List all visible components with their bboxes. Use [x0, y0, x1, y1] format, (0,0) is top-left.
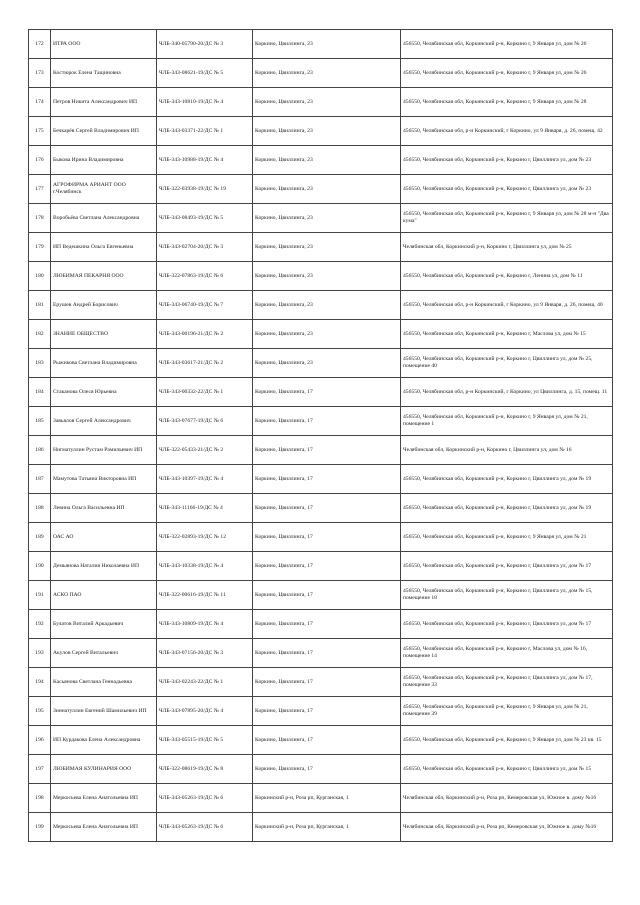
row-code: ЧЛБ-322-03938-19/ДС № 19	[157, 175, 253, 204]
row-code: ЧЛБ-343-07895-20/ДС № 4	[157, 697, 253, 726]
row-name: ИП Ведешкина Ольга Евгеньевна	[51, 233, 157, 262]
row-code: ЧЛБ-343-11166-19/ДС № 4	[157, 494, 253, 523]
row-code: ЧЛБ-322-00616-19/ДС № 11	[157, 581, 253, 610]
row-number: 193	[29, 639, 51, 668]
row-name: Костюрок Елена Тащиновна	[51, 59, 157, 88]
table-row	[29, 784, 613, 813]
row-number: 176	[29, 146, 51, 175]
table-row	[29, 610, 613, 639]
row-name: Бечкарёв Сергей Владимирович ИП	[51, 117, 157, 146]
registry-table	[28, 29, 613, 842]
row-address: Коркино, Цвиллинга, 17	[253, 523, 401, 552]
row-name: ЛЮБИМАЯ КУЛИНАРИЯ ООО	[51, 755, 157, 784]
table-row	[29, 726, 613, 755]
row-name: Меркосьева Елена Анатольевна ИП	[51, 784, 157, 813]
table-row	[29, 175, 613, 204]
row-number: 196	[29, 726, 51, 755]
table-row	[29, 233, 613, 262]
row-full-address: 456550, Челябинская обл, Коркинский р-н, Коркино г, Цвиллинга ул, дом № 19	[401, 465, 613, 494]
row-full-address: 456550, Челябинская обл, Коркинский р-н, Коркино г, Цвиллинга ул, дом № 15	[401, 755, 613, 784]
table-row	[29, 117, 613, 146]
row-name: Стаканова Олеся Юрьевна	[51, 378, 157, 407]
row-address: Коркино, Цвиллинга, 17	[253, 407, 401, 436]
row-number: 198	[29, 784, 51, 813]
table-row	[29, 146, 613, 175]
row-address: Коркино, Цвиллинга, 17	[253, 610, 401, 639]
row-code: ЧЛБ-343-00332-22/ДС № 1	[157, 378, 253, 407]
row-full-address: 456550, Челябинская обл, Коркинский р-н, Коркино г, 9 Января ул, дом № 21, помещение 39	[401, 697, 613, 726]
row-code: ЧЛБ-343-06740-19/ДС № 7	[157, 291, 253, 320]
row-full-address: Челябинская обл, Коркинский р-н, Коркино г, Цвиллинга ул, дом № 16	[401, 436, 613, 465]
row-name: АГРОФИРМА АРИАНТ ООО г.Челябинск	[51, 175, 157, 204]
row-number: 178	[29, 204, 51, 233]
row-number: 187	[29, 465, 51, 494]
row-code: ЧЛБ-343-02704-20/ДС № 3	[157, 233, 253, 262]
row-number: 192	[29, 610, 51, 639]
table-row	[29, 494, 613, 523]
row-address: Коркинский р-н, Роза рп, Курганская, 1	[253, 784, 401, 813]
row-number: 173	[29, 59, 51, 88]
row-full-address: 456550, Челябинская обл, Коркинский р-н, Коркино г, 9 Января ул, дом № 28 м-н "Два кума"	[401, 204, 613, 233]
row-address: Коркино, Цвиллинга, 23	[253, 146, 401, 175]
row-name: Петров Никита Александрович ИП	[51, 88, 157, 117]
row-full-address: 456550, Челябинская обл, р-н Коркинский, г Коркино, ул 9 Января, д. 26, помещ. 42	[401, 117, 613, 146]
row-number: 191	[29, 581, 51, 610]
row-full-address: 456550, Челябинская обл, Коркинский р-н, Коркино г, Цвиллинга ул, дом № 17	[401, 552, 613, 581]
row-address: Коркино, Цвиллинга, 23	[253, 88, 401, 117]
row-number: 174	[29, 88, 51, 117]
row-number: 175	[29, 117, 51, 146]
row-full-address: Челябинская обл, Коркинский р-н, Роза рп, Кемеровская ул, Южное в. дому №16	[401, 784, 613, 813]
row-name: Булатов Виталий Аркадьевич	[51, 610, 157, 639]
table-row	[29, 291, 613, 320]
registry-table-body	[29, 30, 613, 842]
row-name: Рыжикова Светлана Владимировна	[51, 349, 157, 378]
row-code: ЧЛБ-343-10809-19/ДС № 4	[157, 610, 253, 639]
row-number: 189	[29, 523, 51, 552]
table-row	[29, 668, 613, 697]
row-name: АСКО ПАО	[51, 581, 157, 610]
row-address: Коркино, Цвиллинга, 17	[253, 726, 401, 755]
row-full-address: 456550, Челябинская обл, Коркинский р-н, Коркино г, Цвиллинга ул, дом № 15, помещение 18	[401, 581, 613, 610]
table-row	[29, 262, 613, 291]
row-code: ЧЛБ-343-10810-19/ДС № 4	[157, 88, 253, 117]
table-row	[29, 30, 613, 59]
table-row	[29, 320, 613, 349]
row-address: Коркино, Цвиллинга, 23	[253, 30, 401, 59]
row-code: ЧЛБ-343-03617-21/ДС № 2	[157, 349, 253, 378]
row-address: Коркино, Цвиллинга, 23	[253, 262, 401, 291]
row-full-address: 456550, Челябинская обл, Коркинский р-н, Коркино г, 9 Января ул, дом № 26	[401, 30, 613, 59]
table-row	[29, 552, 613, 581]
row-address: Коркино, Цвиллинга, 17	[253, 697, 401, 726]
row-number: 197	[29, 755, 51, 784]
row-full-address: 456550, Челябинская обл, Коркинский р-н, Коркино г, 9 Января ул, дом № 28	[401, 88, 613, 117]
row-full-address: Челябинская обл, Коркинский р-н, Роза рп, Кемеровская ул, Южное в. дому №16	[401, 813, 613, 842]
row-name: Касьянова Светлана Геннадьевна	[51, 668, 157, 697]
row-code: ЧЛБ-343-02243-22/ДС № 1	[157, 668, 253, 697]
row-number: 186	[29, 436, 51, 465]
row-code: ЧЛБ-343-10338-19/ДС № 4	[157, 552, 253, 581]
row-number: 179	[29, 233, 51, 262]
row-address: Коркино, Цвиллинга, 17	[253, 755, 401, 784]
row-number: 195	[29, 697, 51, 726]
table-row	[29, 581, 613, 610]
table-row	[29, 697, 613, 726]
row-address: Коркино, Цвиллинга, 23	[253, 59, 401, 88]
row-full-address: 456550, Челябинская обл, Коркинский р-н, Коркино г, 9 Января ул, дом № 23 кв. 15	[401, 726, 613, 755]
table-row	[29, 755, 613, 784]
row-address: Коркино, Цвиллинга, 23	[253, 291, 401, 320]
row-full-address: 456550, Челябинская обл, Коркинский р-н, Коркино г, 9 Января ул, дом № 21	[401, 523, 613, 552]
row-full-address: 456550, Челябинская обл, Коркинский р-н, Коркино г, Цвиллинга ул, дом № 17, помещение 33	[401, 668, 613, 697]
row-name: Зиннатуллин Евгений Шамильевич ИП	[51, 697, 157, 726]
row-code: ЧЛБ-343-08621-19/ДС № 5	[157, 59, 253, 88]
row-address: Коркино, Цвиллинга, 17	[253, 552, 401, 581]
row-name: ЛЮБИМАЯ ПЕКАРНЯ ООО	[51, 262, 157, 291]
row-number: 190	[29, 552, 51, 581]
row-name: Быкова Ирина Владимировна	[51, 146, 157, 175]
row-full-address: 456550, Челябинская обл, Коркинский р-н, Коркино г, Маслова ул, дом № 15	[401, 320, 613, 349]
row-full-address: 456550, Челябинская обл, р-н Коркинский, г Коркино, ул Цвиллинга, д. 15, помещ. 11	[401, 378, 613, 407]
row-code: ЧЛБ-322-02893-19/ДС № 12	[157, 523, 253, 552]
row-name: Нигматуллин Рустам Рамильевич ИП	[51, 436, 157, 465]
row-code: ЧЛБ-343-03371-22/ДС № 1	[157, 117, 253, 146]
row-address: Коркино, Цвиллинга, 23	[253, 320, 401, 349]
row-full-address: 456550, Челябинская обл, Коркинский р-н, Коркино г, 9 Января ул, дом № 26	[401, 59, 613, 88]
row-address: Коркино, Цвиллинга, 17	[253, 494, 401, 523]
row-address: Коркино, Цвиллинга, 17	[253, 668, 401, 697]
row-number: 182	[29, 320, 51, 349]
row-name: Меркосьева Елена Анатольевна ИП	[51, 813, 157, 842]
row-address: Коркино, Цвиллинга, 17	[253, 639, 401, 668]
row-full-address: 456550, Челябинская обл, Коркинский р-н, Коркино г, Цвиллинга ул, дом № 23	[401, 175, 613, 204]
row-full-address: 456550, Челябинская обл, Коркинский р-н, Коркино г, 9 Января ул, дом № 21, помещение 1	[401, 407, 613, 436]
table-row	[29, 523, 613, 552]
row-number: 199	[29, 813, 51, 842]
row-address: Коркино, Цвиллинга, 17	[253, 465, 401, 494]
row-address: Коркино, Цвиллинга, 23	[253, 204, 401, 233]
row-name: Мамутова Татьяна Викторовна ИП	[51, 465, 157, 494]
row-code: ЧЛБ-343-10988-19/ДС № 4	[157, 146, 253, 175]
row-name: Воробьёва Светлана Александровна	[51, 204, 157, 233]
row-code: ЧЛБ-340-05790-20/ДС № 3	[157, 30, 253, 59]
row-address: Коркинский р-н, Роза рп, Курганская, 1	[253, 813, 401, 842]
row-name: ОАС АО	[51, 523, 157, 552]
row-code: ЧЛБ-322-08619-19/ДС № 8	[157, 755, 253, 784]
table-row	[29, 204, 613, 233]
table-row	[29, 813, 613, 842]
row-code: ЧЛБ-343-05263-19/ДС № 6	[157, 784, 253, 813]
row-number: 185	[29, 407, 51, 436]
row-code: ЧЛБ-322-05433-21/ДС № 2	[157, 436, 253, 465]
row-full-address: 456550, Челябинская обл, Коркинский р-н, Коркино г, Маслова ул, дом № 16, помещение 14	[401, 639, 613, 668]
row-number: 183	[29, 349, 51, 378]
row-full-address: Челябинская обл, Коркинский р-н, Коркино г, Цвиллинга ул, дом № 25	[401, 233, 613, 262]
row-name: ЗНАНИЕ ОБЩЕСТВО	[51, 320, 157, 349]
row-code: ЧЛБ-322-07863-19/ДС № 6	[157, 262, 253, 291]
row-name: Демьянова Наталия Николаевна ИП	[51, 552, 157, 581]
row-number: 194	[29, 668, 51, 697]
row-address: Коркино, Цвиллинга, 23	[253, 117, 401, 146]
row-full-address: 456550, Челябинская обл, Коркинский р-н, Коркино г, Цвиллинга ул, дом № 19	[401, 494, 613, 523]
row-name: Левина Ольга Васильевна ИП	[51, 494, 157, 523]
row-name: Ерушев Андрей Борисович	[51, 291, 157, 320]
row-full-address: 456550, Челябинская обл, Коркинский р-н, Коркино г, Ленина ул, дом № 11	[401, 262, 613, 291]
table-row	[29, 639, 613, 668]
row-name: ИП Курдакова Елена Александровна	[51, 726, 157, 755]
document-page	[28, 29, 612, 842]
row-full-address: 456550, Челябинская обл, Коркинский р-н, Коркино г, Цвиллинга ул, дом № 25, помещение 40	[401, 349, 613, 378]
table-row	[29, 436, 613, 465]
row-code: ЧЛБ-343-07677-19/ДС № 6	[157, 407, 253, 436]
row-name: ИТРА ООО	[51, 30, 157, 59]
table-row	[29, 378, 613, 407]
row-full-address: 456550, Челябинская обл, р-н Коркинский, г Коркино, ул 9 Января, д. 26, помещ. 40	[401, 291, 613, 320]
row-code: ЧЛБ-343-07156-20/ДС № 3	[157, 639, 253, 668]
row-code: ЧЛБ-343-05515-19/ДС № 5	[157, 726, 253, 755]
row-full-address: 456550, Челябинская обл, Коркинский р-н, Коркино г, Цвиллинга ул, дом № 23	[401, 146, 613, 175]
row-address: Коркино, Цвиллинга, 23	[253, 175, 401, 204]
row-full-address: 456550, Челябинская обл, Коркинский р-н, Коркино г, Цвиллинга ул, дом № 17	[401, 610, 613, 639]
row-code: ЧЛБ-343-00196-21/ДС № 2	[157, 320, 253, 349]
row-number: 188	[29, 494, 51, 523]
row-address: Коркино, Цвиллинга, 23	[253, 233, 401, 262]
table-row	[29, 59, 613, 88]
row-number: 180	[29, 262, 51, 291]
row-name: Завьялов Сергей Александрович	[51, 407, 157, 436]
row-code: ЧЛБ-343-05263-19/ДС № 6	[157, 813, 253, 842]
table-row	[29, 349, 613, 378]
row-address: Коркино, Цвиллинга, 17	[253, 436, 401, 465]
row-number: 177	[29, 175, 51, 204]
row-address: Коркино, Цвиллинга, 23	[253, 349, 401, 378]
row-name: Акулов Сергей Витальевич	[51, 639, 157, 668]
row-address: Коркино, Цвиллинга, 17	[253, 581, 401, 610]
row-number: 184	[29, 378, 51, 407]
row-code: ЧЛБ-343-10397-19/ДС № 4	[157, 465, 253, 494]
row-number: 181	[29, 291, 51, 320]
table-row	[29, 407, 613, 436]
row-number: 172	[29, 30, 51, 59]
row-address: Коркино, Цвиллинга, 17	[253, 378, 401, 407]
table-row	[29, 465, 613, 494]
row-code: ЧЛБ-343-08493-19/ДС № 5	[157, 204, 253, 233]
table-row	[29, 88, 613, 117]
